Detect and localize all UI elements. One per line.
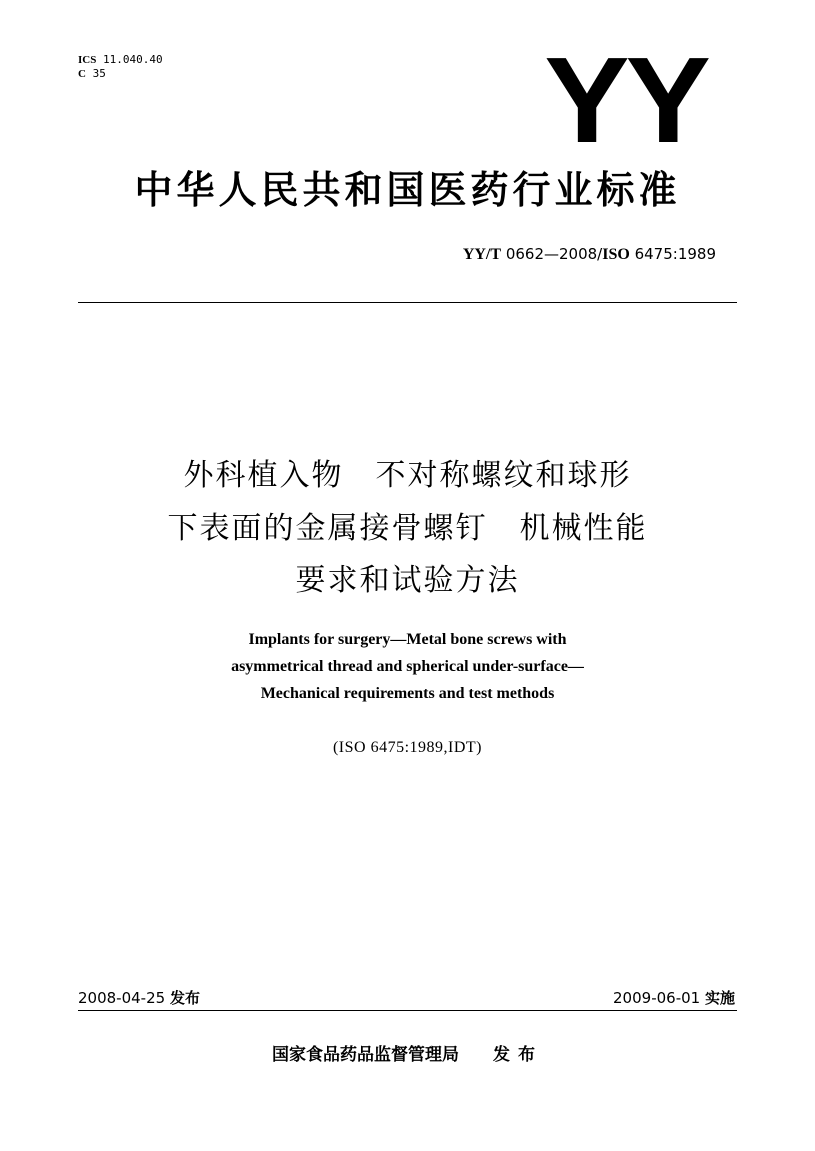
implement-label: 实施 bbox=[704, 989, 735, 1007]
standard-number-prefix: YY/T bbox=[462, 246, 502, 263]
publisher-line bbox=[0, 1043, 815, 1067]
ccs-value: 35 bbox=[92, 67, 106, 80]
ccs-label: C bbox=[78, 68, 86, 80]
ics-value: 11.040.40 bbox=[102, 53, 163, 66]
ics-label: ICS bbox=[78, 54, 97, 66]
zh-title-line-2: 下表面的金属接骨螺钉 机械性能 bbox=[167, 511, 648, 546]
implement-date bbox=[613, 988, 735, 1008]
zh-title-line-1: 外科植入物 不对称螺纹和球形 bbox=[183, 458, 632, 493]
en-title-line-3: Mechanical requirements and test methods bbox=[260, 685, 555, 702]
publish-date bbox=[78, 988, 200, 1008]
standard-number-code: 0662—2008/ bbox=[505, 245, 603, 263]
publisher-action: 发布 bbox=[493, 1045, 543, 1065]
publisher-name: 国家食品药品监督管理局 bbox=[272, 1045, 459, 1065]
ccs-code bbox=[78, 67, 106, 81]
ics-code bbox=[78, 53, 163, 67]
iso-number: 6475:1989 bbox=[634, 245, 716, 263]
implement-date-value: 2009-06-01 bbox=[613, 989, 701, 1007]
publish-label: 发布 bbox=[169, 989, 200, 1007]
footer-divider bbox=[78, 1010, 737, 1011]
iso-reference: (ISO 6475:1989,IDT) bbox=[332, 739, 483, 756]
zh-title-line-3: 要求和试验方法 bbox=[295, 563, 520, 598]
publish-date-value: 2008-04-25 bbox=[78, 989, 166, 1007]
standard-number bbox=[463, 244, 716, 265]
yy-logo: YY bbox=[544, 32, 707, 168]
header-divider bbox=[78, 302, 737, 303]
en-title-line-2: asymmetrical thread and spherical under-surface— bbox=[231, 658, 584, 675]
standard-category-title: 中华人民共和国医药行业标准 bbox=[134, 168, 681, 212]
en-title-line-1: Implants for surgery—Metal bone screws with bbox=[248, 631, 567, 648]
iso-prefix: ISO bbox=[602, 246, 630, 263]
